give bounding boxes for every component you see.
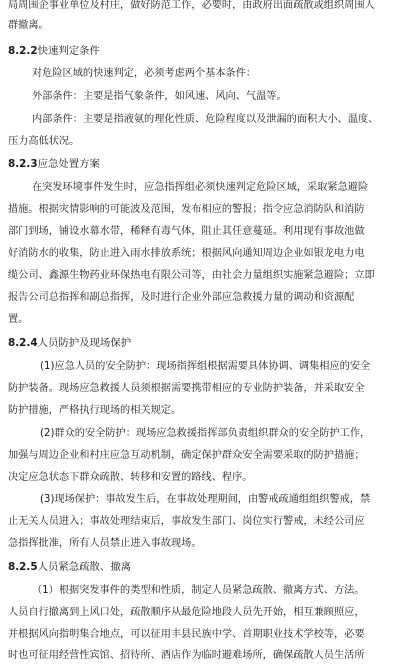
paragraph-line: 局周围企事业单位及村庄，做好防范工作，必要时，由政府出面疏散或组织周围人	[8, 0, 375, 11]
paragraph-line: 加强与周边企业和村庄应急互动机制，确定保护群众安全需要采取的防护措施；	[8, 450, 365, 461]
paragraph-line: (3)现场保护：事故发生后，在事故处理期间，由警戒疏通组组织警戒，禁	[40, 494, 371, 505]
section-heading-8-2-5	[8, 558, 407, 576]
paragraph-line: 措施。根据灾情影响的可能波及范围，发布相应的警报；指令应急消防队和消防	[8, 204, 365, 215]
paragraph-line: 内部条件：主要是指液氨的理化性质、危险程度以及泄漏的面积大小、温度、	[32, 114, 379, 125]
paragraph-line: 对危险区域的快速判定，必须考虑两个基本条件：	[32, 68, 257, 79]
paragraph-line: 在突发环境事件发生时，应急指挥组必须快速判定危险区域，采取紧急避险	[32, 182, 369, 193]
paragraph-line: 好消防水的收集，防止进入雨水排放系统；根据风向通知周边企业如银龙电力电	[8, 248, 365, 259]
section-title: 快速判定条件	[37, 45, 100, 57]
paragraph-line: 群撤离。	[8, 20, 49, 31]
section-title: 应急处置方案	[37, 158, 100, 170]
paragraph-line: 压力高低状况。	[8, 136, 80, 147]
section-number: 8.2.5	[8, 561, 38, 573]
section-title: 人员防护及现场保护	[37, 337, 132, 349]
paragraph-line: 时也可征用经营性宾馆、招待所、酒店作为临时避难场所，确保疏散人员生活所	[8, 650, 365, 661]
paragraph-line: 防护措施，严格执行现场的相关规定。	[8, 405, 182, 416]
paragraph-line: (1)应急人员的安全防护：现场指挥组根据需要具体协调、调集相应的安全	[40, 361, 371, 372]
section-heading-8-2-2	[8, 42, 407, 60]
section-heading-8-2-3	[8, 155, 407, 173]
paragraph-line: 置。	[8, 314, 29, 325]
paragraph-line: (2)群众的安全防护：现场应急救援指挥部负责组织群众的安全防护工作，	[40, 428, 371, 439]
paragraph-line: 决定应急状态下群众疏散、转移和安置的路线、程序。	[8, 472, 253, 483]
section-number: 8.2.4	[8, 337, 38, 349]
paragraph-line: 外部条件：主要是指气象条件，如风速、风向、气温等。	[32, 91, 287, 102]
paragraph-line: 止无关人员进入；事故处理结束后，事故发生部门、岗位实行警戒，未经公司应	[8, 516, 365, 527]
section-heading-8-2-4	[8, 334, 407, 352]
paragraph-line: 并根据风向指明集合地点，可以征用丰县民族中学、首期职业技术学校等，必要	[8, 629, 365, 640]
paragraph-line: 急指挥批准，所有人员禁止进入事故现场。	[8, 538, 202, 549]
section-number: 8.2.2	[8, 45, 38, 57]
paragraph-line: 人员自行撤离到上风口处，疏散顺序从最危险地段人员先开始，相互兼顾照应，	[8, 607, 365, 618]
section-title: 人员紧急疏散、撤离	[37, 561, 132, 573]
paragraph-line: 防护装备。现场应急救援人员须根据需要携带相应的专业防护装备，并采取安全	[8, 383, 365, 394]
paragraph-line: 缆公司、鑫源生物药业环保热电有限公司等，由社会力量组织实施紧急避险；立即	[8, 270, 375, 281]
paragraph-line: （1）根据突发事件的类型和性质，制定人员紧急疏散、撤离方式、方法。	[32, 585, 365, 596]
paragraph-line: 部门到场，铺设水幕水带，稀释有毒气体，阻止其任意蔓延。利用现有事故池做	[8, 226, 365, 237]
section-number: 8.2.3	[8, 158, 38, 170]
paragraph-line: 报告公司总指挥和副总指挥，及时进行企业外部应急救援力量的调动和资源配	[8, 292, 355, 303]
